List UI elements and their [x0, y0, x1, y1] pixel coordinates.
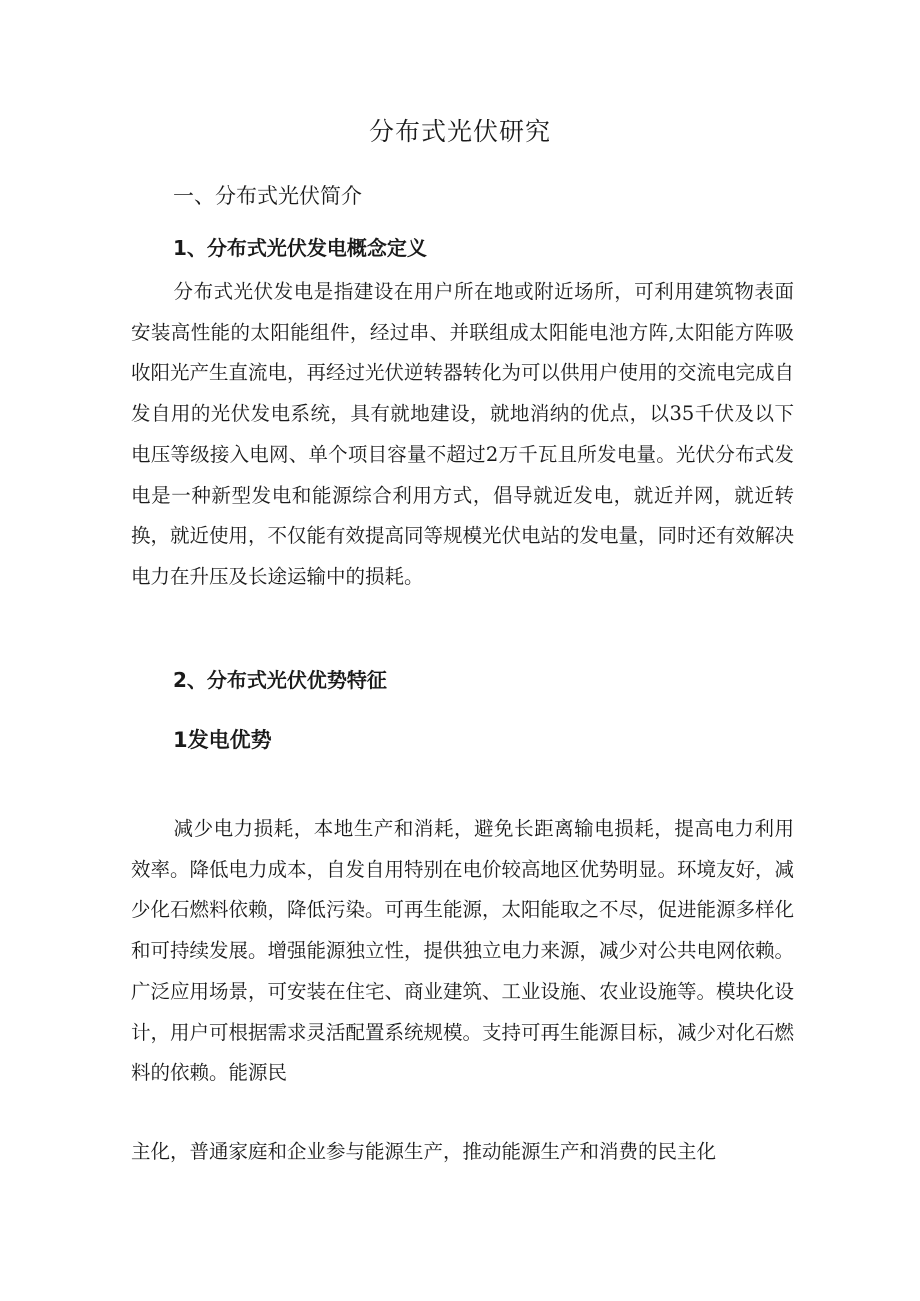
subsection-heading-advantages: 2、分布式光伏优势特征	[173, 668, 387, 692]
definition-paragraph	[131, 272, 794, 598]
advantage-paragraph-text: 减少电力损耗，本地生产和消耗，避免长距离输电损耗，提高电力利用效率。降低电力成本，自发自用特别在电价较高地区优势明显。环境友好，减少化石燃料依赖，降低污染。可再生能源，太阳能取之不尽，促进能源多样化和可持续发展。增强能源独立性，提供独立电力来源，减少对公共电网依赖。广泛应用场景，可安装在住宅、商业建筑、工业设施、农业设施等。模块化设计，用户可根据需求灵活配置系统规模。支持可再生能源目标，减少对化石燃料的依赖。能源民	[131, 817, 795, 1085]
advantage-paragraph	[131, 809, 794, 1094]
subsection-heading-definition: 1、分布式光伏发电概念定义	[173, 236, 427, 260]
section-heading: 一、分布式光伏简介	[173, 184, 362, 208]
definition-paragraph-text: 分布式光伏发电是指建设在用户所在地或附近场所，可利用建筑物表面安装高性能的太阳能组件，经过串、并联组成太阳能电池方阵,太阳能方阵吸收阳光产生直流电，再经过光伏逆转器转化为可以供用户使用的交流电完成自发自用的光伏发电系统，具有就地建设，就地消纳的优点，以35千伏及以下电压等级接入电网、单个项目容量不超过2万千瓦且所发电量。光伏分布式发电是一种新型发电和能源综合利用方式，倡导就近发电，就近并网，就近转换，就近使用，不仅能有效提高同等规模光伏电站的发电量，同时还有效解决电力在升压及长途运输中的损耗。	[131, 280, 795, 588]
document-title: 分布式光伏研究	[368, 117, 551, 146]
advantage-paragraph-continuation: 主化，普通家庭和企业参与能源生产，推动能源生产和消费的民主化	[131, 1140, 717, 1163]
item-heading-generation-advantage: 1发电优势	[173, 728, 272, 752]
